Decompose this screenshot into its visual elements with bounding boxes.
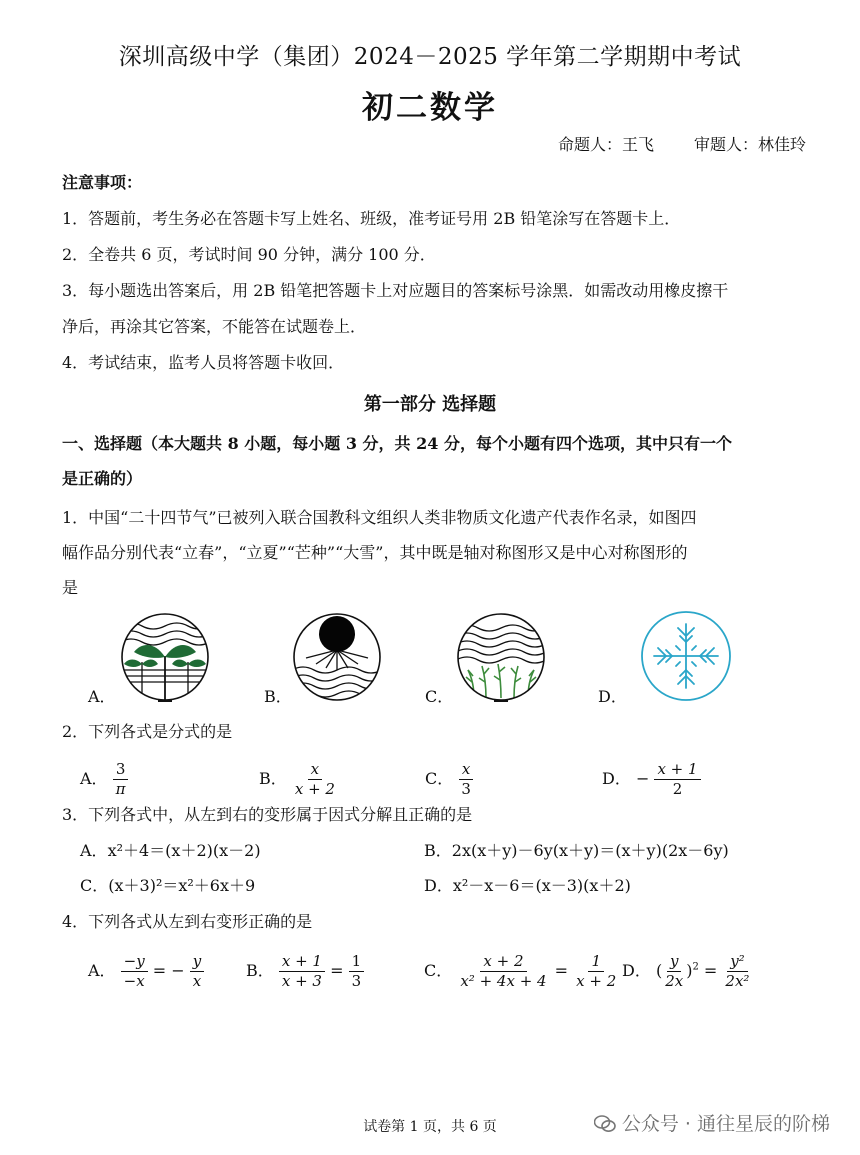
q4-d-d1: 2x <box>665 971 684 990</box>
q2-b-den: x + 2 <box>294 779 335 798</box>
q4-b-n1: x + 1 <box>279 952 325 972</box>
q4-b-rhs <box>349 952 365 991</box>
q4-a-n1: −y <box>121 952 148 972</box>
q3-stem: 3．下列各式中，从左到右的变形属于因式分解且正确的是 <box>62 805 473 824</box>
q4-a-n2: y <box>190 952 204 972</box>
figure-lichun <box>120 612 210 704</box>
q4-a-rhs <box>190 952 204 991</box>
q2-a-fraction <box>113 760 129 799</box>
q2-b-num: x <box>308 760 322 780</box>
q2-d-num: x + 1 <box>654 760 700 780</box>
q2-a-label: A． <box>80 768 108 788</box>
q2-c-num: x <box>459 760 473 780</box>
q1-line-1: 1．中国“二十四节气”已被列入联合国教科文组织人类非物质文化遗产代表作名录，如图四 <box>62 508 697 527</box>
notice-item-3: 3．每小题选出答案后，用 2B 铅笔把答题卡上对应题目的答案标号涂黑．如需改动用橡皮擦干 <box>62 281 729 300</box>
q3-c-expr: (x＋3)²＝x²＋6x＋9 <box>108 876 256 895</box>
q4-a-d2: x <box>192 971 202 990</box>
q4-c-mid: = <box>554 960 569 980</box>
q1-option-a-label: A． <box>88 687 116 706</box>
q2-stem: 2．下列各式是分式的是 <box>62 722 233 741</box>
q1-line-2: 幅作品分别代表“立春”，“立夏”“芒种”“大雪”，其中既是轴对称图形又是中心对称图形的 <box>62 543 688 562</box>
q2-option-d <box>602 760 701 799</box>
q1-option-b-label: B． <box>264 687 292 706</box>
q4-d-n1: y <box>667 952 681 972</box>
q4-c-n1: x + 2 <box>480 952 526 972</box>
q2-c-label: C． <box>425 768 454 788</box>
exam-title: 深圳高级中学（集团）2024－2025 学年第二学期期中考试 <box>118 44 742 70</box>
q2-d-label: D． <box>602 768 631 788</box>
q4-c-lhs <box>457 952 549 991</box>
q2-c-fraction <box>458 760 474 799</box>
q4-d-mid: = <box>703 960 718 980</box>
page-footer: 试卷第 1 页，共 6 页 <box>363 1119 497 1135</box>
q2-a-num: 3 <box>113 760 129 780</box>
q1-option-c-label: C． <box>425 687 454 706</box>
notice-item-2: 2．全卷共 6 页，考试时间 90 分钟，满分 100 分． <box>62 245 436 264</box>
q4-c-label: C． <box>424 960 453 980</box>
section-title: 第一部分 选择题 <box>363 394 497 415</box>
q4-c-d2: x + 2 <box>576 971 617 990</box>
figure-mangzhong <box>456 612 546 704</box>
reviewer: 审题人：林佳玲 <box>693 135 806 154</box>
q4-c-n2: 1 <box>588 952 604 972</box>
q4-d-lhs <box>662 952 686 991</box>
q3-option-b <box>424 838 729 861</box>
q2-d-fraction <box>654 760 700 799</box>
q2-option-c <box>425 760 474 799</box>
q4-d-rhs <box>722 952 752 991</box>
watermark-text: 公众号 · 通往星辰的阶梯 <box>621 1113 830 1135</box>
q1-option-d-label: D． <box>598 687 627 706</box>
author-line <box>558 132 806 155</box>
q2-c-den: 3 <box>461 779 471 798</box>
q4-d-d2: 2x² <box>725 971 750 990</box>
q3-option-d <box>424 873 631 896</box>
subject-title: 初二数学 <box>362 90 498 126</box>
q4-option-a <box>88 952 204 991</box>
q4-a-lhs <box>121 952 148 991</box>
q4-a-mid: = − <box>152 960 185 980</box>
watermark <box>594 1109 830 1136</box>
wechat-icon <box>594 1115 616 1133</box>
q4-c-d1: x² + 4x + 4 <box>460 971 547 990</box>
q2-b-label: B． <box>259 768 287 788</box>
q4-c-rhs <box>573 952 619 991</box>
figure-daxue <box>640 610 732 702</box>
q3-a-expr: x²＋4＝(x＋2)(x－2) <box>107 841 261 860</box>
q4-d-n2: y² <box>727 952 748 972</box>
q3-c-label: C． <box>80 876 109 895</box>
notice-item-4: 4．考试结束，监考人员将答题卡收回． <box>62 353 345 372</box>
q3-d-expr: x²－x－6＝(x－3)(x＋2) <box>452 876 631 895</box>
q1-line-3: 是 <box>62 578 79 597</box>
section-heading-1: 一、选择题（本大题共 8 小题，每小题 3 分，共 24 分，每个小题有四个选项，其中只有一个 <box>62 434 732 453</box>
author: 命题人：王飞 <box>557 135 654 154</box>
notice-item-1: 1．答题前，考生务必在答题卡写上姓名、班级，准考证号用 2B 铅笔涂写在答题卡上． <box>62 209 681 228</box>
q3-b-label: B． <box>424 841 452 860</box>
q3-option-c <box>80 873 255 896</box>
q2-option-a <box>80 760 129 799</box>
q2-option-b <box>259 760 338 799</box>
q3-option-a <box>80 838 261 861</box>
q2-b-fraction <box>292 760 338 799</box>
section-heading-2: 是正确的） <box>62 469 143 488</box>
notice-heading: 注意事项： <box>62 173 143 192</box>
notice-item-3-cont: 净后，再涂其它答案，不能答在试题卷上． <box>62 317 367 336</box>
q4-b-d2: 3 <box>351 971 362 990</box>
q4-option-d: D． ( $\frac{y}{2x}$ )$^2$ = $\frac{\text{y²}}{\text{2x²}}$ <box>622 952 752 991</box>
q4-option-c <box>424 952 619 991</box>
q4-b-n2: 1 <box>349 952 365 972</box>
q4-b-label: B． <box>246 960 274 980</box>
q4-d-label: D． <box>622 960 651 980</box>
q4-a-d1: −x <box>123 971 145 990</box>
q2-a-den: π <box>115 779 126 798</box>
q3-b-expr: 2x(x＋y)－6y(x＋y)＝(x＋y)(2x－6y) <box>451 841 729 860</box>
q4-b-d1: x + 3 <box>281 971 322 990</box>
q4-a-label: A． <box>88 960 116 980</box>
q4-b-lhs <box>279 952 325 991</box>
q3-d-label: D． <box>424 876 453 895</box>
q4-b-mid: = <box>330 960 344 980</box>
figure-lixia <box>292 612 382 704</box>
q4-stem: 4．下列各式从左到右变形正确的是 <box>62 912 313 931</box>
q2-d-den: 2 <box>672 779 683 798</box>
q3-a-label: A． <box>80 841 108 860</box>
q2-d-sign: − <box>635 768 650 788</box>
q4-option-b <box>246 952 364 991</box>
